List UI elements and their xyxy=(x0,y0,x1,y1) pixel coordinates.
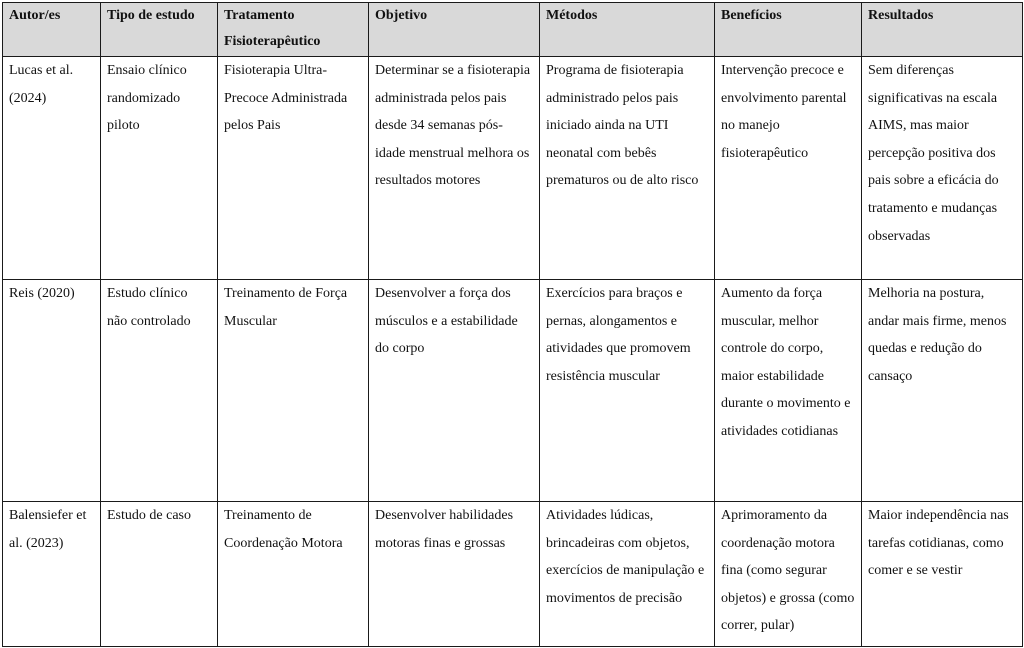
cell-text: Determinar se a fisioterapia administrada pelos pais desde 34 semanas pós-idade menstrual melhora os resultados motores xyxy=(375,63,531,189)
header-treatment xyxy=(218,3,369,57)
header-benefits xyxy=(715,3,862,57)
cell-results xyxy=(862,57,1023,280)
cell-treatment xyxy=(218,57,369,280)
header-study-type-text: Tipo de estudo xyxy=(107,8,195,23)
cell-text: Treinamento de Força Muscular xyxy=(224,286,348,329)
cell-text: Maior independência nas tarefas cotidianas, como comer e se vestir xyxy=(868,508,1009,579)
header-author xyxy=(3,3,101,57)
header-study-type xyxy=(101,3,218,57)
cell-methods xyxy=(540,57,715,280)
table-row xyxy=(3,280,1023,502)
header-results xyxy=(862,3,1023,57)
cell-text: Atividades lúdicas, brincadeiras com objetos, exercícios de manipulação e movimentos de precisão xyxy=(546,508,705,606)
header-benefits-text: Benefícios xyxy=(721,8,782,23)
cell-author xyxy=(3,502,101,647)
header-objective xyxy=(369,3,540,57)
cell-results xyxy=(862,280,1023,502)
cell-text: Balensiefer et al. (2023) xyxy=(9,508,87,551)
cell-text: Exercícios para braços e pernas, alongamentos e atividades que promovem resistência muscular xyxy=(546,286,691,384)
cell-methods xyxy=(540,280,715,502)
cell-benefits xyxy=(715,280,862,502)
header-methods-text: Métodos xyxy=(546,8,598,23)
cell-study-type xyxy=(101,57,218,280)
cell-results xyxy=(862,502,1023,647)
cell-text: Melhoria na postura, andar mais firme, menos quedas e redução do cansaço xyxy=(868,286,1007,384)
cell-text: Fisioterapia Ultra-Precoce Administrada pelos Pais xyxy=(224,63,348,134)
cell-text: Estudo de caso xyxy=(107,508,191,523)
cell-text: Estudo clínico não controlado xyxy=(107,286,191,329)
cell-treatment xyxy=(218,280,369,502)
studies-table-container xyxy=(2,2,1022,647)
cell-text: Programa de fisioterapia administrado pelos pais iniciado ainda na UTI neonatal com bebês prematuros ou de alto risco xyxy=(546,63,699,189)
cell-benefits xyxy=(715,502,862,647)
cell-text: Ensaio clínico randomizado piloto xyxy=(107,63,187,134)
studies-table xyxy=(2,2,1023,647)
cell-treatment xyxy=(218,502,369,647)
cell-text: Intervenção precoce e envolvimento parental no manejo fisioterapêutico xyxy=(721,63,847,161)
cell-objective xyxy=(369,502,540,647)
cell-study-type xyxy=(101,280,218,502)
header-treatment-text: Tratamento Fisioterapêutico xyxy=(224,8,321,49)
table-row xyxy=(3,502,1023,647)
cell-text: Aumento da força muscular, melhor controle do corpo, maior estabilidade durante o movimento e atividades cotidianas xyxy=(721,286,851,439)
cell-text: Desenvolver habilidades motoras finas e grossas xyxy=(375,508,514,551)
header-row xyxy=(3,3,1023,57)
cell-study-type xyxy=(101,502,218,647)
header-methods xyxy=(540,3,715,57)
cell-author xyxy=(3,57,101,280)
header-author-text: Autor/es xyxy=(9,8,61,23)
cell-text: Aprimoramento da coordenação motora fina (como segurar objetos) e grossa (como correr, pular) xyxy=(721,508,855,634)
header-results-text: Resultados xyxy=(868,8,934,23)
cell-text: Sem diferenças significativas na escala AIMS, mas maior percepção positiva dos pais sobre a eficácia do tratamento e mudanças observadas xyxy=(868,63,999,244)
cell-methods xyxy=(540,502,715,647)
cell-text: Desenvolver a força dos músculos e a estabilidade do corpo xyxy=(375,286,518,357)
cell-objective xyxy=(369,280,540,502)
cell-text: Lucas et al. (2024) xyxy=(9,63,74,106)
cell-objective xyxy=(369,57,540,280)
cell-text: Treinamento de Coordenação Motora xyxy=(224,508,343,551)
table-row xyxy=(3,57,1023,280)
cell-author xyxy=(3,280,101,502)
cell-benefits xyxy=(715,57,862,280)
header-objective-text: Objetivo xyxy=(375,8,428,23)
cell-text: Reis (2020) xyxy=(9,286,75,301)
